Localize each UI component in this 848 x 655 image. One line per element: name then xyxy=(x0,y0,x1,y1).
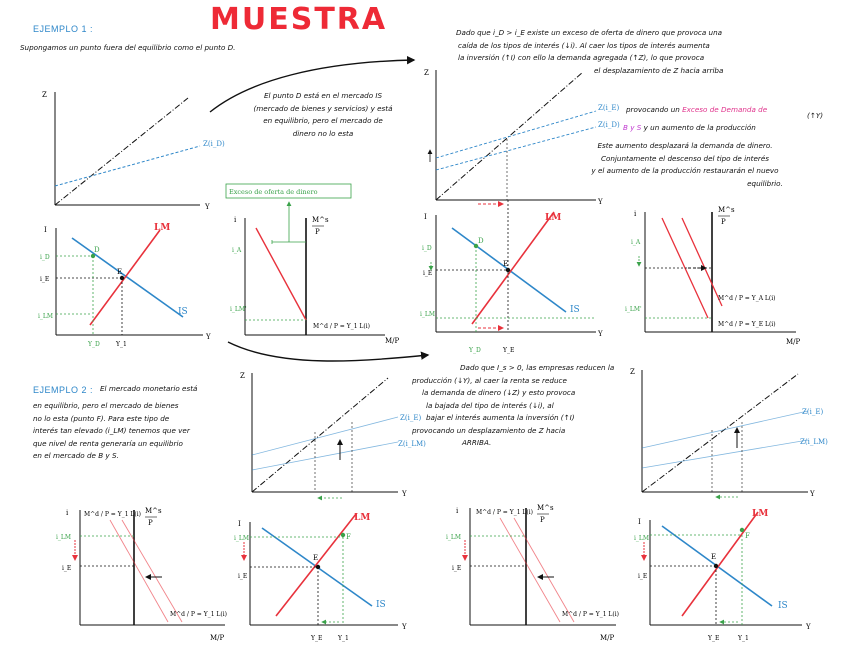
svg-text:Exceso de oferta de dinero: Exceso de oferta de dinero xyxy=(229,188,318,196)
svg-text:I: I xyxy=(44,226,47,234)
svg-text:P: P xyxy=(540,516,545,524)
ejemplo1-right-text: Dado que i_D > i_E existe un exceso de oferta de dinero que provoca una caída de los tipos de interés (↓i). Al caer los tipos de interés aumenta la inversión (↑I) con ello la demanda agregada (↑Z), lo que provoca el desplazamiento de Z hacia arriba xyxy=(456,28,724,75)
ejemplo1-label: EJEMPLO 1 : xyxy=(33,24,94,34)
svg-text:M/P: M/P xyxy=(385,337,400,345)
svg-text:M/P: M/P xyxy=(210,634,225,642)
svg-text:i_E: i_E xyxy=(62,565,72,572)
svg-text:Y_D: Y_D xyxy=(469,347,481,354)
ejemplo2-label: EJEMPLO 2 : xyxy=(33,385,94,395)
svg-text:Z(i_E): Z(i_E) xyxy=(598,104,620,112)
svg-text:i_LM: i_LM xyxy=(634,535,650,542)
svg-text:Y: Y xyxy=(598,198,603,206)
svg-text:M^d / P = Y_1 L(i): M^d / P = Y_1 L(i) xyxy=(476,509,533,516)
svg-text:P: P xyxy=(315,228,320,236)
is-curve xyxy=(72,238,183,317)
svg-text:IS: IS xyxy=(570,305,580,315)
svg-text:Y: Y xyxy=(402,623,407,631)
svg-text:Y_1: Y_1 xyxy=(738,635,749,642)
zy-chart-4 xyxy=(630,368,828,498)
ejemplo1-note: El punto D está en el mercado IS (mercado de bienes y servicios) y está en equilibrio, pero el mercado de dinero no lo esta xyxy=(253,91,393,138)
page-title: MUESTRA xyxy=(210,2,388,37)
svg-text:Y_1: Y_1 xyxy=(116,341,127,348)
svg-text:i_LM: i_LM xyxy=(234,535,250,542)
money-market-4 xyxy=(446,504,619,642)
svg-text:I: I xyxy=(238,520,241,528)
svg-text:LM: LM xyxy=(354,513,371,523)
svg-text:M/P: M/P xyxy=(600,634,615,642)
svg-text:i_LM: i_LM xyxy=(56,534,72,541)
svg-text:IS: IS xyxy=(376,600,386,610)
arrow-top xyxy=(210,60,414,112)
svg-text:Z(i_D): Z(i_D) xyxy=(598,121,620,129)
svg-text:i_LM: i_LM xyxy=(446,534,462,541)
svg-text:M^d / P = Y_1 L(i): M^d / P = Y_1 L(i) xyxy=(562,611,619,618)
svg-text:Z(i_E): Z(i_E) xyxy=(400,414,422,422)
svg-text:IS: IS xyxy=(778,601,788,611)
svg-text:M^s: M^s xyxy=(312,216,329,224)
45-degree-line xyxy=(55,98,188,205)
svg-text:Y: Y xyxy=(206,333,211,341)
svg-text:M^s: M^s xyxy=(145,507,162,515)
money-market-3 xyxy=(56,507,227,642)
svg-text:i_A: i_A xyxy=(631,239,641,246)
islm-chart-4 xyxy=(634,509,811,642)
aumento-text: B y S y un aumento de la producción xyxy=(623,123,756,132)
svg-text:M^d / P = Y_1 L(i): M^d / P = Y_1 L(i) xyxy=(313,323,370,330)
ejemplo2-intro-first: El mercado monetario está xyxy=(100,384,198,393)
svg-text:I: I xyxy=(424,213,427,221)
svg-text:Y_E: Y_E xyxy=(311,635,323,642)
ejemplo1-after-text: Este aumento desplazará la demanda de dinero. Conjuntamente el descenso del tipo de interés y el aumento de la producción restaurarán el nuevo equilibrio. xyxy=(591,141,783,188)
ejemplo2-right-text: Dado que I_s > 0, las empresas reducen la producción (↓Y), al caer la renta se reduce la demanda de dinero (↓Z) y esto provoca la bajada del tipo de interés (↓i), al bajar el interés aumenta la inversión (↑I) provocando un desplazamiento de Z hacia ARRIBA. xyxy=(412,363,615,447)
svg-text:M^d / P = Y_1 L(i): M^d / P = Y_1 L(i) xyxy=(84,511,141,518)
zy-chart-2 xyxy=(424,69,620,206)
svg-text:E: E xyxy=(117,268,123,276)
svg-text:Z: Z xyxy=(42,91,47,99)
svg-text:Y: Y xyxy=(806,623,811,631)
svg-text:LM: LM xyxy=(545,213,562,223)
svg-text:Y_D: Y_D xyxy=(88,341,100,348)
svg-text:LM: LM xyxy=(752,509,769,519)
svg-text:i_A: i_A xyxy=(232,247,242,254)
svg-text:Y_E: Y_E xyxy=(503,347,515,354)
islm-chart-1 xyxy=(38,223,211,348)
svg-text:Y_1: Y_1 xyxy=(338,635,349,642)
svg-text:Z(i_LM): Z(i_LM) xyxy=(800,438,828,446)
svg-text:I: I xyxy=(638,518,641,526)
zy-chart-3 xyxy=(240,372,426,498)
svg-text:Z: Z xyxy=(240,372,245,380)
svg-text:i_LM: i_LM xyxy=(420,311,436,318)
svg-text:D: D xyxy=(94,246,100,254)
money-market-1 xyxy=(230,202,400,345)
svg-text:i_LM: i_LM xyxy=(38,313,54,320)
islm-chart-3 xyxy=(234,513,407,642)
svg-text:M^s: M^s xyxy=(537,504,554,512)
svg-text:Z(i_E): Z(i_E) xyxy=(802,408,824,416)
svg-text:IS: IS xyxy=(178,307,188,317)
svg-text:i_E: i_E xyxy=(452,565,462,572)
svg-text:i_D: i_D xyxy=(422,245,432,252)
svg-text:E: E xyxy=(711,553,717,561)
svg-text:Y: Y xyxy=(598,330,603,338)
svg-text:i: i xyxy=(66,509,69,517)
svg-text:M/P: M/P xyxy=(786,338,801,346)
aumento-y: (↑Y) xyxy=(807,111,824,120)
svg-text:M^s: M^s xyxy=(718,206,735,214)
svg-text:Z(i_D): Z(i_D) xyxy=(203,140,225,148)
svg-text:M^d / P = Y_A L(i): M^d / P = Y_A L(i) xyxy=(718,295,776,302)
money-market-2 xyxy=(625,206,801,346)
svg-text:E: E xyxy=(313,554,319,562)
svg-text:i_E: i_E xyxy=(423,270,433,277)
svg-text:Y: Y xyxy=(402,490,407,498)
svg-text:Y_E: Y_E xyxy=(708,635,720,642)
svg-text:i_E: i_E xyxy=(238,573,248,580)
svg-text:Z(i_LM): Z(i_LM) xyxy=(398,440,426,448)
svg-text:M^d / P = Y_1 L(i): M^d / P = Y_1 L(i) xyxy=(170,611,227,618)
islm-chart-2 xyxy=(420,200,603,354)
svg-text:D: D xyxy=(478,237,484,245)
ejemplo1-intro: Supongamos un punto fuera del equilibrio como el punto D. xyxy=(20,43,236,52)
svg-text:E: E xyxy=(503,260,509,268)
z-curve xyxy=(55,146,200,186)
svg-text:LM: LM xyxy=(154,223,171,233)
provocando-text: provocando un Exceso de Demanda de xyxy=(626,105,768,114)
svg-text:Y: Y xyxy=(810,490,815,498)
svg-text:P: P xyxy=(721,218,726,226)
lm-curve xyxy=(90,230,160,325)
svg-text:i_LM': i_LM' xyxy=(625,306,642,313)
zy-chart-1 xyxy=(42,91,225,211)
svg-text:P: P xyxy=(148,519,153,527)
svg-text:i: i xyxy=(634,210,637,218)
svg-text:i_LM': i_LM' xyxy=(230,306,247,313)
svg-text:Z: Z xyxy=(424,69,429,77)
svg-text:M^d / P = Y_E L(i): M^d / P = Y_E L(i) xyxy=(718,321,776,328)
svg-text:i: i xyxy=(456,507,459,515)
svg-text:F: F xyxy=(346,533,351,541)
svg-text:i_E: i_E xyxy=(40,276,50,283)
svg-text:F: F xyxy=(745,532,750,540)
svg-text:Z: Z xyxy=(630,368,635,376)
svg-text:Y: Y xyxy=(205,203,210,211)
svg-text:i_E: i_E xyxy=(638,573,648,580)
svg-text:i_D: i_D xyxy=(40,254,50,261)
ejemplo2-intro: en equilibrio, pero el mercado de bienes no lo esta (punto F). Para este tipo de interés tan elevado (i_LM) tenemos que ver que nivel de renta generaría un equilibrio en el mercado de B y S. xyxy=(33,401,190,460)
svg-text:i: i xyxy=(234,216,237,224)
